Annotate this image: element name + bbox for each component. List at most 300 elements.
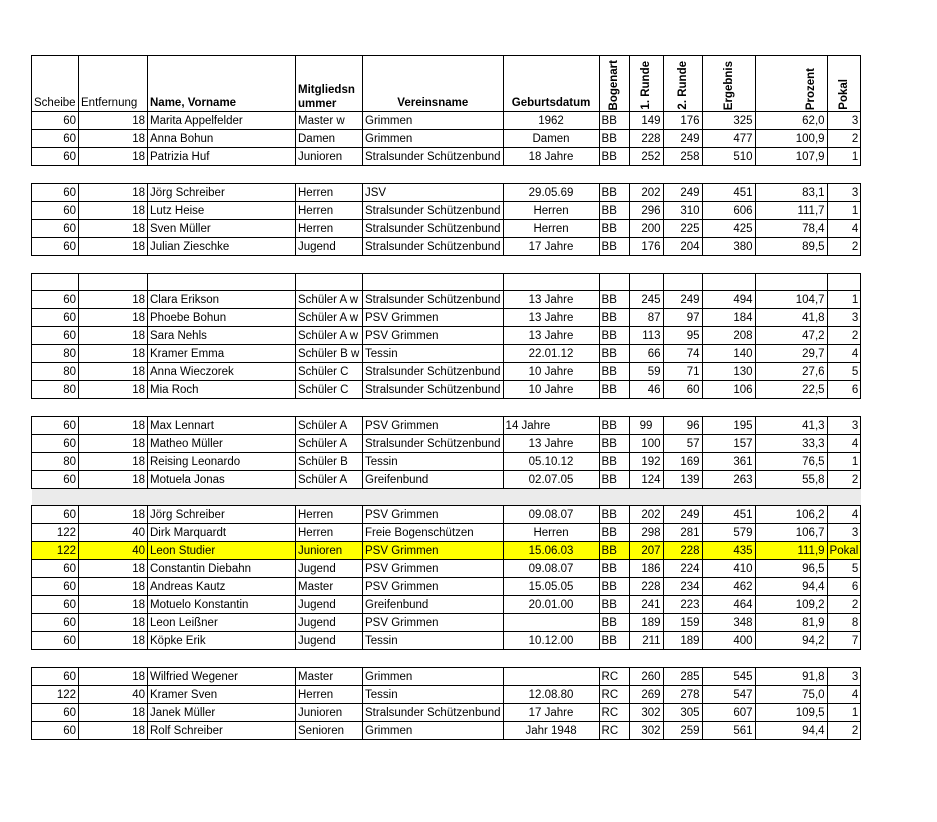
cell-prozent: 62,0 <box>755 112 827 130</box>
cell-r1: 228 <box>629 578 663 596</box>
cell-ergebnis: 545 <box>702 668 755 686</box>
cell-bogen: BB <box>599 471 629 489</box>
cell-verein: Grimmen <box>363 668 504 686</box>
cell-bogen: BB <box>599 578 629 596</box>
cell-geburt: 13 Jahre <box>503 291 599 309</box>
cell-ergebnis: 477 <box>702 130 755 148</box>
header-pokal-text: Pokal <box>837 79 850 110</box>
cell-scheibe: 60 <box>32 220 79 238</box>
cell-verein: Tessin <box>363 453 504 471</box>
cell-mitglied: Jugend <box>296 614 363 632</box>
cell-pokal: 2 <box>827 596 861 614</box>
cell-bogen: BB <box>599 291 629 309</box>
cell-name: Janek Müller <box>148 704 296 722</box>
cell-scheibe: 80 <box>32 381 79 399</box>
cell-entfernung: 18 <box>79 130 148 148</box>
table-row <box>32 220 861 238</box>
cell-ergebnis <box>702 274 755 291</box>
cell-r1: 192 <box>629 453 663 471</box>
cell-pokal: Pokal <box>827 542 861 560</box>
cell-name: Rolf Schreiber <box>148 722 296 740</box>
cell-mitglied: Senioren <box>296 722 363 740</box>
cell-geburt: Herren <box>503 524 599 542</box>
cell-geburt: 12.08.80 <box>503 686 599 704</box>
table-row <box>32 345 861 363</box>
cell-mitglied <box>296 274 363 291</box>
table-row <box>32 130 861 148</box>
cell-bogen: BB <box>599 363 629 381</box>
header-runde1 <box>629 56 663 112</box>
cell-pokal: 7 <box>827 632 861 650</box>
cell-scheibe: 60 <box>32 471 79 489</box>
cell-r1: 100 <box>629 435 663 453</box>
header-runde2-text: 2. Runde <box>676 61 689 110</box>
results-table-body <box>32 56 861 740</box>
cell-bogen: BB <box>599 614 629 632</box>
cell-geburt: 10 Jahre <box>503 381 599 399</box>
cell-mitglied: Schüler A <box>296 471 363 489</box>
cell-r1: 202 <box>629 506 663 524</box>
cell-scheibe: 122 <box>32 542 79 560</box>
cell-r1: 87 <box>629 309 663 327</box>
cell-pokal: 2 <box>827 327 861 345</box>
cell-mitglied: Schüler A <box>296 417 363 435</box>
cell-entfernung: 18 <box>79 309 148 327</box>
cell-ergebnis: 607 <box>702 704 755 722</box>
cell-scheibe: 60 <box>32 291 79 309</box>
cell-name: Motuelo Konstantin <box>148 596 296 614</box>
cell-pokal: 5 <box>827 560 861 578</box>
cell-mitglied: Herren <box>296 524 363 542</box>
table-row <box>32 704 861 722</box>
cell-name: Matheo Müller <box>148 435 296 453</box>
cell-prozent: 81,9 <box>755 614 827 632</box>
cell-prozent: 78,4 <box>755 220 827 238</box>
cell-entfernung: 18 <box>79 560 148 578</box>
cell-name: Jörg Schreiber <box>148 184 296 202</box>
cell-prozent: 109,5 <box>755 704 827 722</box>
cell-verein: Grimmen <box>363 722 504 740</box>
cell-geburt: Herren <box>503 220 599 238</box>
cell-r2: 176 <box>663 112 702 130</box>
cell-entfernung: 18 <box>79 435 148 453</box>
cell-ergebnis: 464 <box>702 596 755 614</box>
cell-r1: 200 <box>629 220 663 238</box>
cell-verein: Stralsunder Schützenbund <box>363 291 504 309</box>
cell-prozent: 22,5 <box>755 381 827 399</box>
cell-verein: PSV Grimmen <box>363 506 504 524</box>
cell-name: Leon Studier <box>148 542 296 560</box>
table-row <box>32 524 861 542</box>
cell-prozent: 76,5 <box>755 453 827 471</box>
cell-verein: PSV Grimmen <box>363 614 504 632</box>
cell-bogen: BB <box>599 345 629 363</box>
cell-bogen: BB <box>599 417 629 435</box>
cell-scheibe <box>32 274 79 291</box>
cell-verein: Stralsunder Schützenbund <box>363 381 504 399</box>
cell-prozent: 29,7 <box>755 345 827 363</box>
table-row <box>32 327 861 345</box>
cell-geburt: 13 Jahre <box>503 435 599 453</box>
cell-bogen <box>599 274 629 291</box>
cell-ergebnis: 130 <box>702 363 755 381</box>
cell-pokal: 3 <box>827 524 861 542</box>
cell-prozent: 27,6 <box>755 363 827 381</box>
cell-r1: 241 <box>629 596 663 614</box>
cell-r1: 124 <box>629 471 663 489</box>
cell-r1: 228 <box>629 130 663 148</box>
cell-pokal: 6 <box>827 381 861 399</box>
cell-r2: 159 <box>663 614 702 632</box>
cell-verein: Stralsunder Schützenbund <box>363 435 504 453</box>
cell-entfernung <box>79 274 148 291</box>
cell-scheibe: 60 <box>32 435 79 453</box>
cell-geburt: 13 Jahre <box>503 309 599 327</box>
cell-r2: 258 <box>663 148 702 166</box>
cell-r2: 224 <box>663 560 702 578</box>
cell-r2: 223 <box>663 596 702 614</box>
cell-r2: 259 <box>663 722 702 740</box>
cell-scheibe: 60 <box>32 327 79 345</box>
cell-bogen: BB <box>599 560 629 578</box>
cell-verein: PSV Grimmen <box>363 417 504 435</box>
cell-ergebnis: 462 <box>702 578 755 596</box>
cell-r1: 207 <box>629 542 663 560</box>
cell-prozent: 104,7 <box>755 291 827 309</box>
cell-entfernung: 18 <box>79 220 148 238</box>
cell-mitglied: Schüler A w <box>296 327 363 345</box>
cell-scheibe: 122 <box>32 686 79 704</box>
cell-mitglied: Schüler B <box>296 453 363 471</box>
cell-mitglied: Herren <box>296 220 363 238</box>
cell-entfernung: 18 <box>79 632 148 650</box>
cell-entfernung: 18 <box>79 417 148 435</box>
cell-r1: 302 <box>629 704 663 722</box>
cell-pokal: 3 <box>827 184 861 202</box>
cell-pokal: 2 <box>827 471 861 489</box>
cell-scheibe: 60 <box>32 238 79 256</box>
cell-bogen: RC <box>599 722 629 740</box>
table-row <box>32 238 861 256</box>
cell-mitglied: Herren <box>296 506 363 524</box>
cell-entfernung: 18 <box>79 202 148 220</box>
cell-prozent: 107,9 <box>755 148 827 166</box>
cell-name: Patrizia Huf <box>148 148 296 166</box>
table-row <box>32 417 861 435</box>
cell-mitglied: Schüler A <box>296 435 363 453</box>
cell-pokal: 1 <box>827 202 861 220</box>
cell-scheibe: 60 <box>32 112 79 130</box>
cell-entfernung: 18 <box>79 291 148 309</box>
separator-row <box>32 256 861 274</box>
results-table <box>31 55 861 740</box>
cell-ergebnis: 106 <box>702 381 755 399</box>
cell-bogen: BB <box>599 453 629 471</box>
cell-pokal: 2 <box>827 130 861 148</box>
cell-pokal: 4 <box>827 220 861 238</box>
header-name: Name, Vorname <box>148 56 296 112</box>
table-row <box>32 578 861 596</box>
cell-name: Sara Nehls <box>148 327 296 345</box>
header-vereinsname: Vereinsname <box>363 56 504 112</box>
cell-pokal: 3 <box>827 417 861 435</box>
header-mitgliedsnummer-text: Mitgliedsn ummer <box>298 84 355 110</box>
separator-cell <box>32 399 861 417</box>
cell-r1: 302 <box>629 722 663 740</box>
cell-entfernung: 18 <box>79 614 148 632</box>
cell-name: Leon Leißner <box>148 614 296 632</box>
cell-entfernung: 18 <box>79 184 148 202</box>
cell-bogen: BB <box>599 220 629 238</box>
cell-bogen: RC <box>599 686 629 704</box>
cell-scheibe: 60 <box>32 668 79 686</box>
cell-entfernung: 18 <box>79 345 148 363</box>
cell-prozent: 33,3 <box>755 435 827 453</box>
cell-scheibe: 122 <box>32 524 79 542</box>
cell-verein: Tessin <box>363 345 504 363</box>
cell-mitglied: Schüler B w <box>296 345 363 363</box>
cell-r2: 249 <box>663 184 702 202</box>
cell-scheibe: 60 <box>32 722 79 740</box>
cell-scheibe: 60 <box>32 148 79 166</box>
header-row <box>32 56 861 112</box>
cell-pokal: 1 <box>827 291 861 309</box>
table-row <box>32 291 861 309</box>
cell-r2: 249 <box>663 291 702 309</box>
cell-geburt: 1962 <box>503 112 599 130</box>
cell-bogen: BB <box>599 238 629 256</box>
cell-mitglied: Herren <box>296 202 363 220</box>
cell-entfernung: 40 <box>79 542 148 560</box>
cell-prozent: 83,1 <box>755 184 827 202</box>
cell-verein: Stralsunder Schützenbund <box>363 704 504 722</box>
cell-name: Lutz Heise <box>148 202 296 220</box>
cell-entfernung: 40 <box>79 524 148 542</box>
cell-entfernung: 18 <box>79 722 148 740</box>
cell-geburt: 09.08.07 <box>503 506 599 524</box>
header-bogenart <box>599 56 629 112</box>
cell-prozent: 106,7 <box>755 524 827 542</box>
cell-mitglied: Schüler A w <box>296 309 363 327</box>
cell-entfernung: 18 <box>79 327 148 345</box>
header-runde2 <box>663 56 702 112</box>
table-row <box>32 453 861 471</box>
cell-pokal: 6 <box>827 578 861 596</box>
table-row <box>32 309 861 327</box>
cell-r1: 260 <box>629 668 663 686</box>
cell-r2: 281 <box>663 524 702 542</box>
cell-prozent: 89,5 <box>755 238 827 256</box>
cell-prozent: 75,0 <box>755 686 827 704</box>
cell-name: Reising Leonardo <box>148 453 296 471</box>
header-mitgliedsnummer <box>296 56 363 112</box>
cell-prozent: 55,8 <box>755 471 827 489</box>
cell-verein: Stralsunder Schützenbund <box>363 238 504 256</box>
cell-bogen: BB <box>599 524 629 542</box>
cell-geburt: 15.05.05 <box>503 578 599 596</box>
cell-geburt: Damen <box>503 130 599 148</box>
cell-name: Jörg Schreiber <box>148 506 296 524</box>
cell-pokal: 2 <box>827 722 861 740</box>
cell-ergebnis: 157 <box>702 435 755 453</box>
cell-scheibe: 60 <box>32 596 79 614</box>
cell-ergebnis: 263 <box>702 471 755 489</box>
cell-bogen: BB <box>599 184 629 202</box>
cell-prozent: 41,3 <box>755 417 827 435</box>
cell-verein: Stralsunder Schützenbund <box>363 363 504 381</box>
cell-verein: Tessin <box>363 632 504 650</box>
cell-ergebnis: 547 <box>702 686 755 704</box>
cell-scheibe: 60 <box>32 578 79 596</box>
cell-bogen: BB <box>599 202 629 220</box>
cell-geburt: 13 Jahre <box>503 327 599 345</box>
cell-bogen: BB <box>599 632 629 650</box>
cell-scheibe: 60 <box>32 417 79 435</box>
cell-r1: 46 <box>629 381 663 399</box>
cell-scheibe: 80 <box>32 363 79 381</box>
cell-mitglied: Jugend <box>296 560 363 578</box>
cell-verein: PSV Grimmen <box>363 542 504 560</box>
cell-r1: 298 <box>629 524 663 542</box>
cell-scheibe: 60 <box>32 614 79 632</box>
table-row <box>32 184 861 202</box>
cell-verein: Tessin <box>363 686 504 704</box>
cell-verein: PSV Grimmen <box>363 578 504 596</box>
cell-name: Julian Zieschke <box>148 238 296 256</box>
cell-entfernung: 18 <box>79 112 148 130</box>
cell-scheibe: 60 <box>32 130 79 148</box>
cell-r1: 245 <box>629 291 663 309</box>
cell-pokal: 1 <box>827 704 861 722</box>
cell-prozent: 91,8 <box>755 668 827 686</box>
cell-pokal: 4 <box>827 506 861 524</box>
cell-geburt: 22.01.12 <box>503 345 599 363</box>
cell-prozent: 111,7 <box>755 202 827 220</box>
cell-prozent: 109,2 <box>755 596 827 614</box>
cell-geburt <box>503 274 599 291</box>
table-row <box>32 722 861 740</box>
cell-r2: 249 <box>663 506 702 524</box>
cell-mitglied: Junioren <box>296 542 363 560</box>
header-bogenart-text: Bogenart <box>608 59 621 110</box>
cell-r2: 71 <box>663 363 702 381</box>
cell-prozent: 41,8 <box>755 309 827 327</box>
cell-ergebnis: 435 <box>702 542 755 560</box>
cell-entfernung: 18 <box>79 238 148 256</box>
cell-bogen: BB <box>599 148 629 166</box>
header-scheibe: Scheibe <box>32 56 79 112</box>
cell-scheibe: 60 <box>32 704 79 722</box>
cell-name: Kramer Emma <box>148 345 296 363</box>
cell-ergebnis: 361 <box>702 453 755 471</box>
cell-verein: Grimmen <box>363 112 504 130</box>
cell-geburt: 05.10.12 <box>503 453 599 471</box>
cell-mitglied: Schüler A w <box>296 291 363 309</box>
cell-ergebnis: 510 <box>702 148 755 166</box>
header-prozent-text: Prozent <box>804 67 817 110</box>
cell-geburt: 29.05.69 <box>503 184 599 202</box>
cell-ergebnis: 400 <box>702 632 755 650</box>
cell-name: Sven Müller <box>148 220 296 238</box>
header-entfernung: Entfernung <box>79 56 148 112</box>
cell-r2: 139 <box>663 471 702 489</box>
cell-bogen: BB <box>599 435 629 453</box>
cell-r2: 95 <box>663 327 702 345</box>
table-row <box>32 471 861 489</box>
table-row <box>32 506 861 524</box>
cell-mitglied: Schüler C <box>296 381 363 399</box>
cell-r2: 228 <box>663 542 702 560</box>
cell-r1: 66 <box>629 345 663 363</box>
cell-mitglied: Schüler C <box>296 363 363 381</box>
cell-ergebnis: 425 <box>702 220 755 238</box>
cell-r1: 202 <box>629 184 663 202</box>
cell-r2 <box>663 274 702 291</box>
cell-bogen: BB <box>599 542 629 560</box>
separator-cell <box>32 650 861 668</box>
cell-ergebnis: 380 <box>702 238 755 256</box>
table-row <box>32 112 861 130</box>
cell-pokal: 1 <box>827 148 861 166</box>
header-geburtsdatum: Geburtsdatum <box>503 56 599 112</box>
cell-verein: Greifenbund <box>363 596 504 614</box>
cell-geburt: 02.07.05 <box>503 471 599 489</box>
cell-r2: 169 <box>663 453 702 471</box>
cell-entfernung: 18 <box>79 506 148 524</box>
cell-scheibe: 80 <box>32 345 79 363</box>
cell-geburt: 09.08.07 <box>503 560 599 578</box>
separator-cell <box>32 489 861 506</box>
cell-scheibe: 60 <box>32 184 79 202</box>
cell-r1: 189 <box>629 614 663 632</box>
cell-r2: 60 <box>663 381 702 399</box>
table-row <box>32 202 861 220</box>
cell-verein: Freie Bogenschützen <box>363 524 504 542</box>
cell-r2: 305 <box>663 704 702 722</box>
cell-name: Wilfried Wegener <box>148 668 296 686</box>
cell-entfernung: 18 <box>79 381 148 399</box>
cell-r2: 249 <box>663 130 702 148</box>
cell-r1: 149 <box>629 112 663 130</box>
cell-pokal: 4 <box>827 345 861 363</box>
cell-r1 <box>629 274 663 291</box>
cell-name: Marita Appelfelder <box>148 112 296 130</box>
cell-ergebnis: 208 <box>702 327 755 345</box>
cell-entfernung: 18 <box>79 471 148 489</box>
cell-bogen: BB <box>599 112 629 130</box>
cell-r1: 269 <box>629 686 663 704</box>
cell-ergebnis: 410 <box>702 560 755 578</box>
cell-ergebnis: 451 <box>702 184 755 202</box>
cell-ergebnis: 494 <box>702 291 755 309</box>
table-row <box>32 686 861 704</box>
cell-mitglied: Herren <box>296 686 363 704</box>
cell-verein: PSV Grimmen <box>363 327 504 345</box>
cell-r1: 186 <box>629 560 663 578</box>
cell-scheibe: 60 <box>32 632 79 650</box>
cell-mitglied: Master <box>296 668 363 686</box>
header-prozent <box>755 56 827 112</box>
cell-entfernung: 18 <box>79 148 148 166</box>
cell-ergebnis: 184 <box>702 309 755 327</box>
cell-pokal: 4 <box>827 435 861 453</box>
cell-ergebnis: 325 <box>702 112 755 130</box>
cell-prozent: 111,9 <box>755 542 827 560</box>
separator-cell <box>32 166 861 184</box>
cell-ergebnis: 348 <box>702 614 755 632</box>
cell-r1: 113 <box>629 327 663 345</box>
cell-r1: 59 <box>629 363 663 381</box>
